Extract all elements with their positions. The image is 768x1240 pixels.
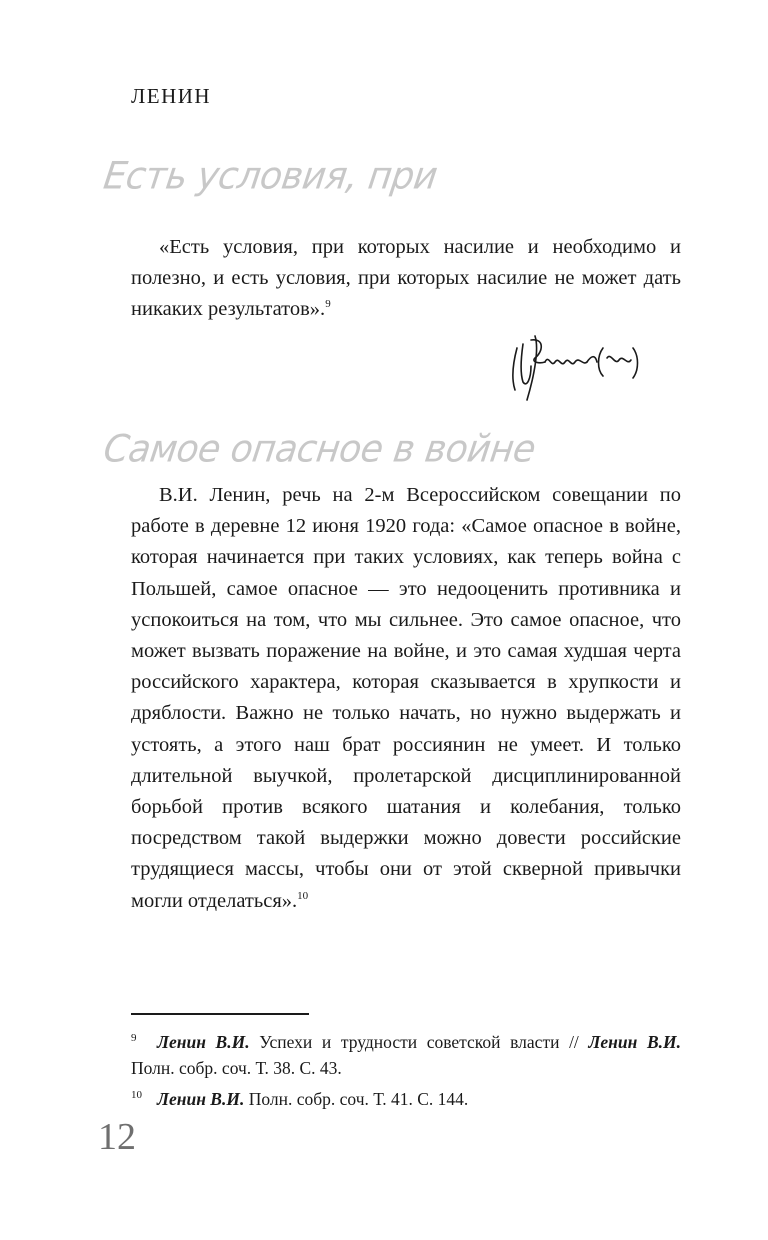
footnote-text: Успехи и трудности советской власти // [249,1031,589,1052]
footnotes [131,1025,681,1112]
footnote-author: Ленин В.И. [157,1031,250,1052]
quote-text: «Есть условия, при которых насилие и необходимо и полезно, и есть условия, при которых насилие не может дать никаких результатов». [131,236,681,321]
footnote-ref: 9 [325,298,331,311]
body-text: В.И. Ленин, речь на 2-м Всероссийском совещании по работе в деревне 12 июня 1920 года: «Самое опасное в войне, которая начинается при таких условиях, как теперь война с Польшей, самое опасное — это недооценить противника и успокоиться на том, что мы сильнее. Это самое опасное, что может вызвать поражение на войне, и это самая худшая черта российского характера, которая сказывается в хрупкости и дряблости. Важно не только начать, но нужно выдержать и устоять, а этого наш брат россиянин не умеет. И только длительной выучкой, пролетарской дисциплинированной борьбой против всякого шатания и колебания, только посредством такой выдержки можно довести российские трудящиеся массы, чтобы они от этой скверной привычки могли отделаться». [131,484,681,912]
footnote-text: Полн. собр. соч. Т. 41. С. 144. [244,1088,469,1109]
running-head: ЛЕНИН [131,84,212,108]
footnote-author: Ленин В.И. [588,1031,681,1052]
lenin-signature-icon [505,318,645,410]
footnote-number: 9 [131,1032,137,1044]
footnote-author: Ленин В.И. [157,1088,245,1109]
footnote-10 [131,1082,681,1112]
footnote-number: 10 [131,1088,142,1101]
quote-paragraph [131,232,681,326]
page-number: 12 [98,1116,136,1158]
section-heading-handwritten: Есть условия, при [100,154,440,199]
footnote-divider [131,1013,309,1015]
footnote-text: Полн. собр. соч. Т. 38. С. 43. [131,1058,342,1079]
section-heading-handwritten: Самое опасное в войне [100,427,539,472]
footnote-9 [131,1025,681,1082]
footnote-ref: 10 [297,889,309,902]
body-paragraph [131,480,681,917]
